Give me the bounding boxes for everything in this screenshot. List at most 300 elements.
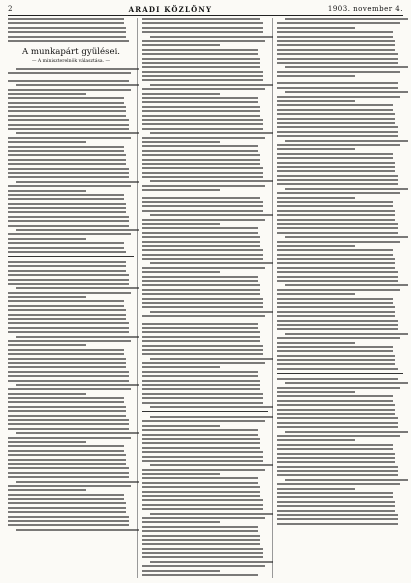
text-line bbox=[277, 435, 400, 437]
text-line bbox=[16, 529, 139, 531]
text-line bbox=[277, 350, 393, 352]
column-2 bbox=[142, 18, 268, 578]
text-line bbox=[277, 135, 398, 137]
text-line bbox=[142, 254, 263, 256]
text-line bbox=[277, 514, 398, 516]
text-line bbox=[142, 40, 265, 42]
text-line bbox=[142, 298, 263, 300]
text-line bbox=[142, 227, 258, 229]
text-line bbox=[142, 331, 260, 333]
text-line bbox=[142, 150, 258, 152]
text-line bbox=[16, 181, 139, 183]
text-line bbox=[277, 293, 355, 295]
text-line bbox=[277, 453, 395, 455]
text-line bbox=[8, 459, 126, 461]
text-line bbox=[277, 505, 395, 507]
text-line bbox=[142, 438, 260, 440]
text-line bbox=[142, 249, 263, 251]
text-line bbox=[142, 106, 260, 108]
text-line bbox=[142, 241, 260, 243]
text-line bbox=[8, 362, 126, 364]
text-line bbox=[277, 315, 395, 317]
text-line bbox=[277, 166, 395, 168]
text-line bbox=[285, 18, 408, 20]
article-heading: A munkapárt gyülései. bbox=[21, 46, 121, 57]
text-line bbox=[8, 261, 126, 263]
text-line bbox=[8, 124, 129, 126]
text-line bbox=[277, 359, 395, 361]
text-line bbox=[142, 219, 265, 221]
text-line bbox=[277, 302, 393, 304]
text-line bbox=[277, 400, 393, 402]
text-line bbox=[8, 524, 129, 526]
text-line bbox=[8, 358, 126, 360]
text-line bbox=[277, 320, 398, 322]
text-line bbox=[16, 481, 139, 483]
text-line bbox=[8, 141, 86, 143]
text-line bbox=[277, 183, 398, 185]
text-line bbox=[277, 391, 355, 393]
text-line bbox=[8, 72, 131, 74]
text-line bbox=[142, 31, 263, 33]
text-line bbox=[8, 80, 129, 82]
text-line bbox=[142, 384, 260, 386]
text-line bbox=[277, 157, 393, 159]
text-line bbox=[277, 342, 355, 344]
text-line bbox=[277, 249, 393, 251]
text-line bbox=[142, 293, 260, 295]
text-line bbox=[142, 123, 263, 125]
text-line bbox=[142, 79, 263, 81]
text-line bbox=[142, 49, 258, 51]
text-line bbox=[277, 201, 393, 203]
text-line bbox=[142, 201, 263, 203]
text-line bbox=[8, 485, 131, 487]
text-line bbox=[8, 40, 129, 42]
text-line bbox=[142, 434, 258, 436]
text-line bbox=[142, 271, 220, 273]
text-line bbox=[150, 311, 273, 313]
text-line bbox=[142, 62, 260, 64]
text-line bbox=[142, 284, 260, 286]
text-line bbox=[277, 470, 398, 472]
text-line bbox=[142, 88, 265, 90]
text-line bbox=[142, 71, 263, 73]
text-line bbox=[8, 340, 131, 342]
text-line bbox=[142, 556, 263, 558]
text-line bbox=[277, 109, 393, 111]
text-line bbox=[142, 289, 260, 291]
text-line bbox=[8, 406, 126, 408]
text-line bbox=[142, 530, 258, 532]
text-line bbox=[142, 521, 220, 523]
text-line bbox=[142, 210, 263, 212]
text-line bbox=[142, 323, 258, 325]
text-line bbox=[8, 520, 129, 522]
text-line bbox=[150, 406, 273, 408]
text-line bbox=[142, 315, 265, 317]
text-line bbox=[8, 309, 126, 311]
text-line bbox=[277, 298, 393, 300]
text-line bbox=[142, 232, 258, 234]
text-line bbox=[142, 101, 258, 103]
text-line bbox=[277, 197, 355, 199]
text-line bbox=[142, 22, 263, 24]
text-line bbox=[8, 203, 126, 205]
text-line bbox=[8, 401, 124, 403]
text-line bbox=[142, 236, 260, 238]
text-line bbox=[142, 53, 258, 55]
text-line bbox=[150, 358, 273, 360]
text-line bbox=[8, 146, 124, 148]
text-line bbox=[277, 523, 398, 525]
text-line bbox=[16, 229, 139, 231]
text-line bbox=[277, 474, 398, 476]
text-line bbox=[8, 388, 131, 390]
text-line bbox=[8, 168, 129, 170]
text-line bbox=[8, 353, 124, 355]
text-line bbox=[142, 456, 263, 458]
text-line bbox=[8, 198, 124, 200]
text-line bbox=[142, 526, 258, 528]
text-line bbox=[142, 499, 263, 501]
page-number: 2 bbox=[8, 5, 13, 13]
text-line bbox=[142, 66, 260, 68]
text-line bbox=[142, 223, 220, 225]
text-line bbox=[285, 66, 408, 68]
text-line bbox=[277, 214, 395, 216]
text-line bbox=[277, 162, 395, 164]
text-line bbox=[8, 450, 124, 452]
text-line bbox=[277, 448, 393, 450]
text-line bbox=[142, 451, 263, 453]
text-line bbox=[8, 296, 86, 298]
text-line bbox=[8, 185, 131, 187]
text-line bbox=[277, 36, 393, 38]
text-line bbox=[277, 75, 355, 77]
text-line bbox=[8, 371, 129, 373]
text-line bbox=[142, 442, 260, 444]
text-line bbox=[277, 53, 398, 55]
text-line bbox=[142, 119, 263, 121]
text-line bbox=[277, 271, 398, 273]
text-line bbox=[277, 306, 395, 308]
text-line bbox=[277, 241, 400, 243]
text-line bbox=[142, 477, 258, 479]
text-line bbox=[142, 380, 260, 382]
text-line bbox=[8, 93, 86, 95]
text-line bbox=[8, 190, 86, 192]
text-line bbox=[150, 132, 273, 134]
text-line bbox=[142, 280, 258, 282]
text-line bbox=[277, 488, 355, 490]
text-line bbox=[277, 324, 398, 326]
text-line bbox=[277, 49, 395, 51]
text-line bbox=[277, 153, 393, 155]
text-line bbox=[142, 115, 260, 117]
text-line bbox=[277, 62, 398, 64]
text-line bbox=[142, 93, 220, 95]
text-line bbox=[277, 439, 355, 441]
text-line bbox=[277, 267, 395, 269]
text-line bbox=[142, 535, 260, 537]
text-line bbox=[8, 220, 129, 222]
text-line bbox=[285, 236, 408, 238]
text-line bbox=[150, 416, 273, 418]
text-line bbox=[8, 110, 126, 112]
text-line bbox=[285, 188, 408, 190]
text-line bbox=[142, 306, 263, 308]
text-line bbox=[277, 205, 393, 207]
text-line bbox=[8, 22, 124, 24]
text-line bbox=[142, 276, 258, 278]
text-line bbox=[8, 300, 124, 302]
text-line bbox=[277, 223, 398, 225]
text-line bbox=[277, 346, 393, 348]
text-line bbox=[142, 154, 260, 156]
text-line bbox=[8, 380, 129, 382]
text-line bbox=[16, 287, 139, 289]
text-line bbox=[277, 276, 398, 278]
text-line bbox=[142, 185, 265, 187]
text-line bbox=[8, 507, 126, 509]
text-line bbox=[277, 311, 395, 313]
text-line bbox=[8, 247, 124, 249]
text-line bbox=[8, 423, 129, 425]
text-line bbox=[277, 118, 395, 120]
text-line bbox=[277, 501, 395, 503]
text-line bbox=[8, 445, 124, 447]
text-line bbox=[8, 428, 129, 430]
text-line bbox=[142, 495, 260, 497]
text-line bbox=[8, 349, 124, 351]
text-line bbox=[277, 387, 400, 389]
text-line bbox=[150, 262, 273, 264]
text-line bbox=[142, 97, 258, 99]
text-line bbox=[277, 192, 400, 194]
text-line bbox=[8, 251, 126, 253]
text-line bbox=[8, 102, 124, 104]
text-line bbox=[285, 140, 408, 142]
text-line bbox=[16, 432, 139, 434]
text-line bbox=[277, 466, 398, 468]
text-line bbox=[277, 426, 398, 428]
section-rule bbox=[8, 256, 134, 257]
text-line bbox=[142, 172, 263, 174]
text-line bbox=[8, 31, 126, 33]
text-line bbox=[277, 368, 398, 370]
text-line bbox=[8, 115, 126, 117]
text-line bbox=[8, 472, 129, 474]
text-line bbox=[142, 362, 265, 364]
section-rule bbox=[142, 411, 268, 412]
text-line bbox=[142, 167, 263, 169]
text-line bbox=[8, 207, 126, 209]
text-line bbox=[142, 375, 258, 377]
text-line bbox=[142, 336, 260, 338]
text-line bbox=[142, 491, 260, 493]
text-line bbox=[142, 393, 263, 395]
text-line bbox=[142, 137, 265, 139]
text-line bbox=[285, 382, 408, 384]
text-line bbox=[150, 180, 273, 182]
text-line bbox=[142, 349, 263, 351]
text-line bbox=[142, 366, 220, 368]
text-line bbox=[8, 225, 129, 227]
text-line bbox=[8, 502, 126, 504]
article-subheading: — A miniszterelnök választása. — bbox=[31, 58, 111, 64]
text-line bbox=[8, 176, 129, 178]
text-line bbox=[8, 314, 126, 316]
text-line bbox=[277, 100, 355, 102]
text-line bbox=[277, 232, 398, 234]
text-line bbox=[8, 238, 86, 240]
text-line bbox=[277, 262, 395, 264]
text-line bbox=[277, 422, 398, 424]
text-line bbox=[277, 280, 398, 282]
text-line bbox=[150, 214, 273, 216]
text-line bbox=[8, 327, 129, 329]
text-line bbox=[150, 36, 273, 38]
text-line bbox=[277, 395, 393, 397]
text-line bbox=[150, 464, 273, 466]
text-line bbox=[142, 425, 220, 427]
text-line bbox=[277, 457, 395, 459]
text-line bbox=[8, 322, 129, 324]
text-line bbox=[16, 132, 139, 134]
section-rule bbox=[277, 373, 403, 374]
text-line bbox=[142, 145, 258, 147]
text-line bbox=[142, 345, 263, 347]
text-line bbox=[277, 496, 393, 498]
text-line bbox=[142, 548, 263, 550]
text-line bbox=[8, 318, 126, 320]
text-line bbox=[8, 331, 129, 333]
column-3 bbox=[277, 18, 403, 527]
text-line bbox=[150, 84, 273, 86]
text-line bbox=[8, 494, 124, 496]
text-line bbox=[277, 492, 393, 494]
text-line bbox=[142, 482, 258, 484]
text-line bbox=[142, 302, 263, 304]
text-line bbox=[8, 242, 124, 244]
text-line bbox=[8, 137, 131, 139]
text-line bbox=[142, 552, 263, 554]
text-line bbox=[8, 163, 126, 165]
text-line bbox=[8, 119, 129, 121]
text-line bbox=[142, 539, 260, 541]
text-line bbox=[8, 279, 129, 281]
text-line bbox=[8, 216, 129, 218]
text-line bbox=[142, 197, 260, 199]
text-line bbox=[277, 227, 398, 229]
text-line bbox=[277, 22, 400, 24]
issue-date: 1903. november 4. bbox=[327, 5, 403, 13]
text-line bbox=[277, 170, 395, 172]
text-line bbox=[8, 476, 129, 478]
text-line bbox=[8, 511, 126, 513]
text-line bbox=[142, 18, 260, 20]
text-line bbox=[142, 447, 260, 449]
text-line bbox=[142, 543, 260, 545]
text-line bbox=[142, 397, 263, 399]
text-line bbox=[277, 175, 398, 177]
text-line bbox=[142, 388, 260, 390]
text-line bbox=[8, 419, 129, 421]
text-line bbox=[16, 68, 139, 70]
text-line bbox=[277, 404, 395, 406]
text-line bbox=[142, 267, 265, 269]
text-line bbox=[277, 289, 400, 291]
text-line bbox=[277, 258, 395, 260]
text-line bbox=[142, 340, 260, 342]
text-line bbox=[277, 510, 395, 512]
text-line bbox=[277, 518, 398, 520]
text-line bbox=[142, 469, 265, 471]
text-line bbox=[277, 254, 393, 256]
text-line bbox=[8, 233, 131, 235]
text-line bbox=[16, 336, 139, 338]
text-line bbox=[277, 328, 398, 330]
text-line bbox=[8, 489, 86, 491]
column-divider-1 bbox=[137, 18, 138, 578]
text-line bbox=[8, 375, 129, 377]
text-line bbox=[142, 504, 263, 506]
text-line bbox=[142, 565, 265, 567]
text-line bbox=[277, 210, 395, 212]
text-line bbox=[277, 245, 355, 247]
text-line bbox=[8, 393, 86, 395]
text-line bbox=[142, 205, 263, 207]
text-line bbox=[277, 31, 393, 33]
text-line bbox=[8, 150, 124, 152]
text-line bbox=[142, 574, 258, 576]
text-line bbox=[277, 122, 395, 124]
text-line bbox=[8, 437, 131, 439]
text-line bbox=[8, 89, 131, 91]
text-line bbox=[8, 397, 124, 399]
text-line bbox=[277, 363, 395, 365]
text-line bbox=[142, 429, 258, 431]
text-line bbox=[16, 384, 139, 386]
text-line bbox=[277, 71, 400, 73]
text-line bbox=[8, 106, 126, 108]
text-line bbox=[142, 75, 263, 77]
masthead-rule bbox=[8, 15, 403, 16]
text-line bbox=[277, 44, 395, 46]
text-line bbox=[277, 409, 395, 411]
text-line bbox=[277, 483, 400, 485]
text-line bbox=[8, 27, 126, 29]
text-line bbox=[277, 58, 398, 60]
text-line bbox=[277, 144, 400, 146]
text-line bbox=[8, 454, 126, 456]
text-line bbox=[142, 189, 220, 191]
text-line bbox=[277, 131, 398, 133]
text-line bbox=[142, 570, 220, 572]
text-line bbox=[16, 84, 139, 86]
text-line bbox=[142, 420, 265, 422]
text-line bbox=[285, 431, 408, 433]
text-line bbox=[8, 18, 124, 20]
text-line bbox=[8, 415, 126, 417]
text-line bbox=[277, 179, 398, 181]
text-line bbox=[277, 444, 393, 446]
column-divider-2 bbox=[272, 18, 273, 578]
masthead bbox=[8, 3, 403, 15]
text-line bbox=[8, 292, 131, 294]
text-line bbox=[8, 128, 129, 130]
